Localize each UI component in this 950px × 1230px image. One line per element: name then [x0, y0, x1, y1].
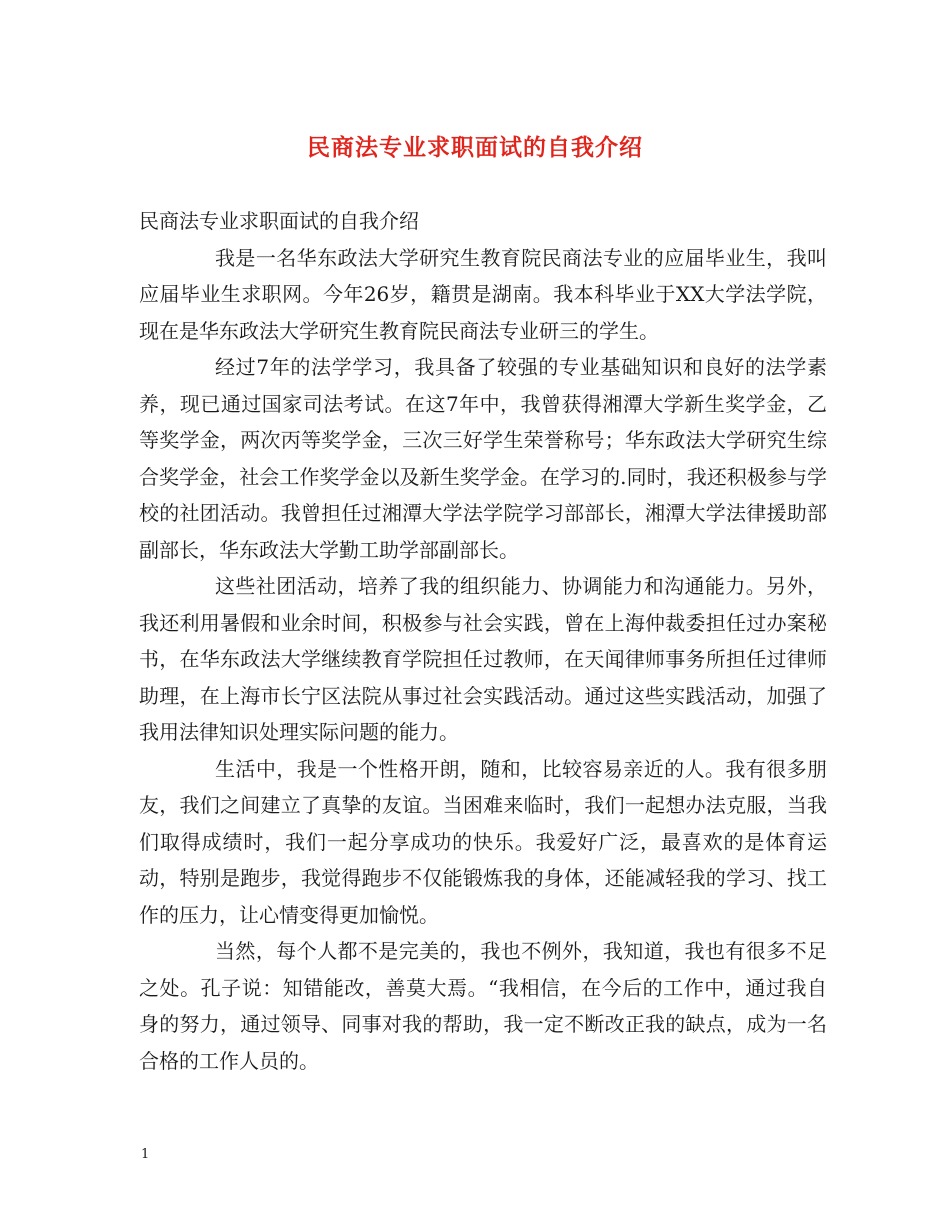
paragraph-introduction: 我是一名华东政法大学研究生教育院民商法专业的应届毕业生，我叫应届毕业生求职网。今年26岁，籍贯是湖南。我本科毕业于XX大学法学院，现在是华东政法大学研究生教育院民商法专业研三的学生。 — [139, 245, 827, 343]
document-body — [139, 203, 827, 1079]
document-subtitle: 民商法专业求职面试的自我介绍 — [139, 209, 419, 233]
paragraph-conclusion: 当然，每个人都不是完美的，我也不例外，我知道，我也有很多不足之处。孔子说：知错能改，善莫大焉。“我相信，在今后的工作中，通过我自身的努力，通过领导、同事对我的帮助，我一定不断改正我的缺点，成为一名合格的工作人员的。 — [139, 939, 827, 1073]
paragraph-education-awards: 经过7年的法学学习，我具备了较强的专业基础知识和良好的法学素养，现已通过国家司法考试。在这7年中，我曾获得湘潭大学新生奖学金，乙等奖学金，两次丙等奖学金，三次三好学生荣誉称号；华东政法大学研究生综合奖学金，社会工作奖学金以及新生奖学金。在学习的.同时，我还积极参与学校的社团活动。我曾担任过湘潭大学法学院学习部部长，湘潭大学法律援助部副部长，华东政法大学勤工助学部副部长。 — [139, 355, 827, 562]
paragraph-practice: 这些社团活动，培养了我的组织能力、协调能力和沟通能力。另外，我还利用暑假和业余时间，积极参与社会实践，曾在上海仲裁委担任过办案秘书，在华东政法大学继续教育学院担任过教师，在天闻律师事务所担任过律师助理，在上海市长宁区法院从事过社会实践活动。通过这些实践活动，加强了我用法律知识处理实际问题的能力。 — [139, 574, 827, 744]
page-number: 1 — [141, 1147, 150, 1162]
paragraph-personality: 生活中，我是一个性格开朗，随和，比较容易亲近的人。我有很多朋友，我们之间建立了真挚的友谊。当困难来临时，我们一起想办法克服，当我们取得成绩时，我们一起分享成功的快乐。我爱好广泛，最喜欢的是体育运动，特别是跑步，我觉得跑步不仅能锻炼我的身体，还能减轻我的学习、找工作的压力，让心情变得更加愉悦。 — [139, 756, 827, 927]
document-title: 民商法专业求职面试的自我介绍 — [307, 134, 643, 161]
